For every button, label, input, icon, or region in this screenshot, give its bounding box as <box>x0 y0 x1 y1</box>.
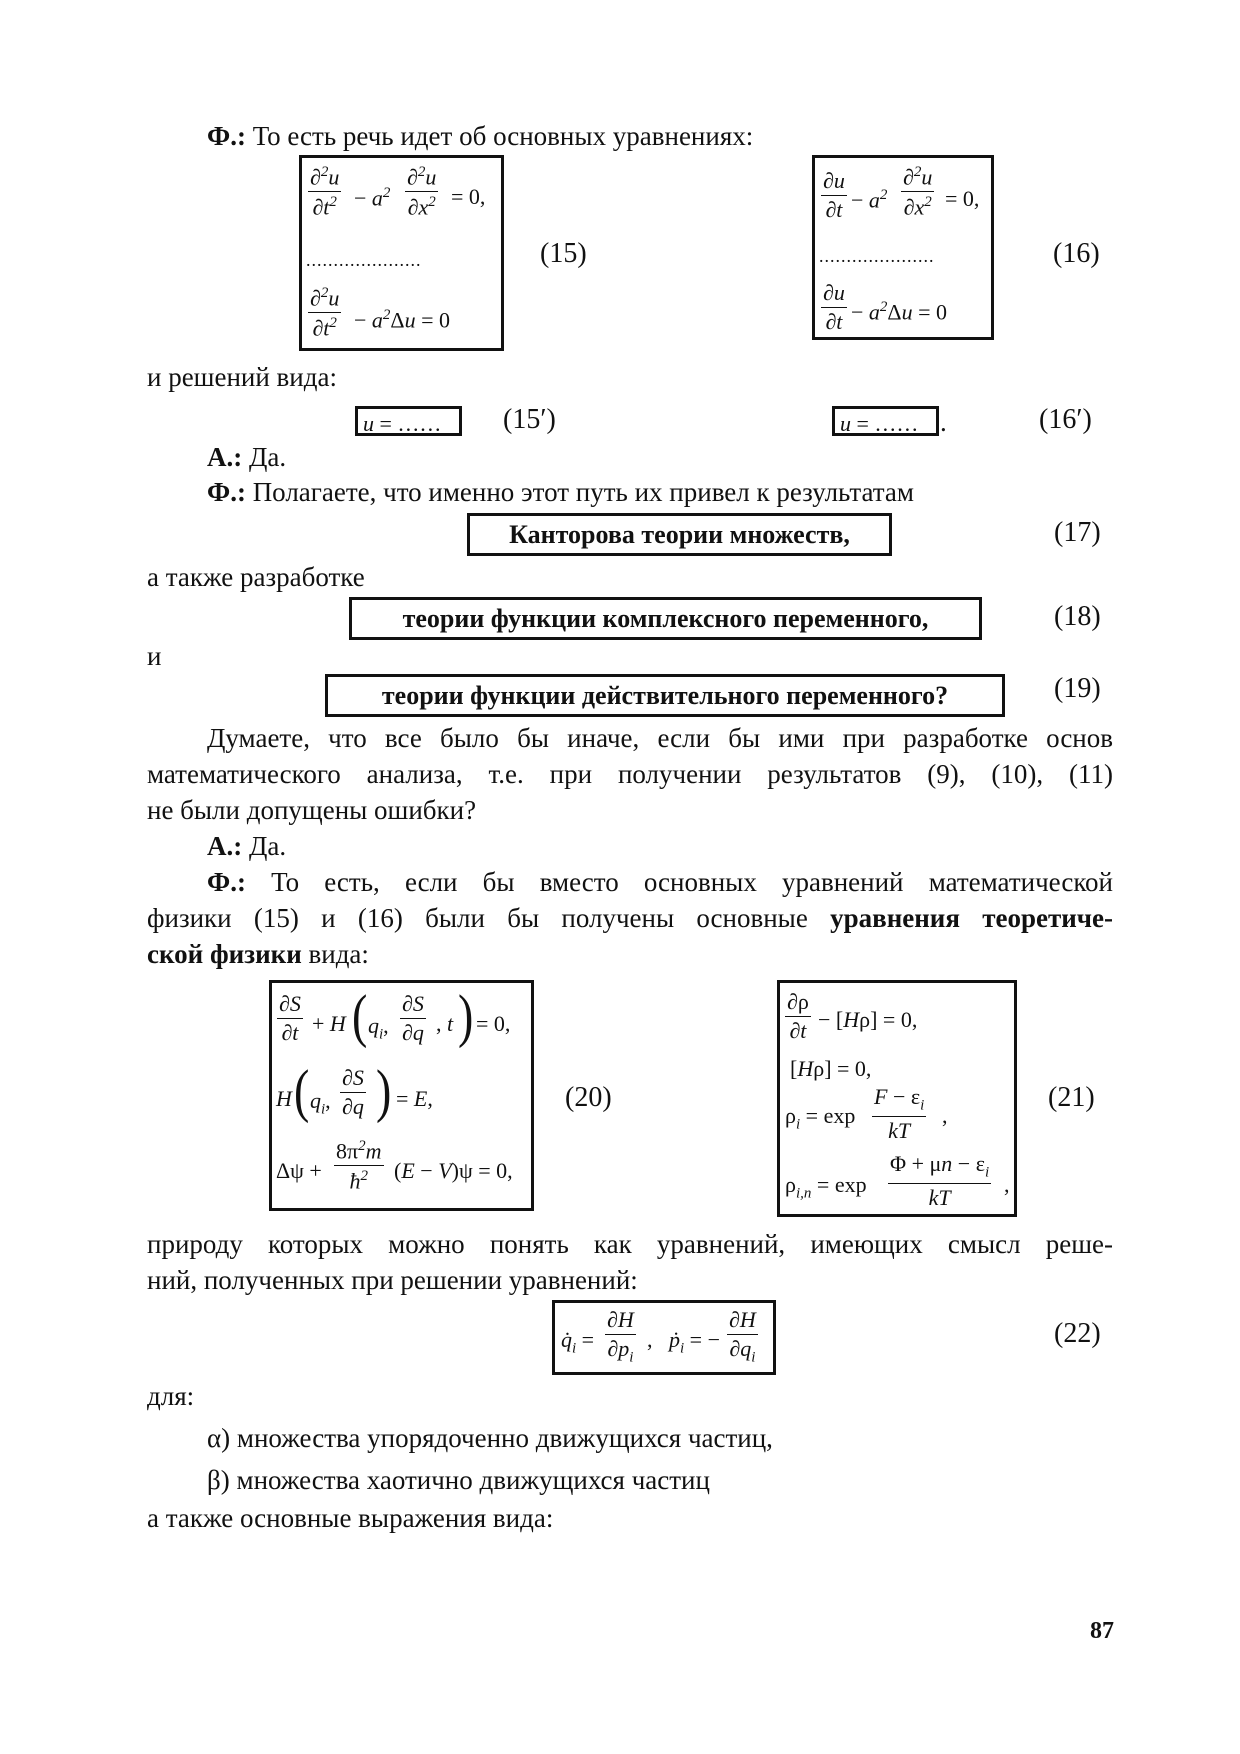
speaker-label: Ф.: <box>207 867 246 897</box>
paragraph-line <box>147 936 369 972</box>
equation-box-20: $\frac{\partial S}{\partial t}$ + H ( $q_i$, $\frac{\partial S}{\partial q}$ , t ) = 0, H ( $q_i$, $\frac{\partial S}{\partial q}$ ) = E, Δψ + $\frac{8\pi^2m}{ħ^2}$ (E − V)ψ = 0, <box>269 980 534 1211</box>
highlight-box-17: Канторова теории множеств, <box>467 513 892 556</box>
speaker-label: А.: <box>207 442 243 472</box>
line-text-bold: ской физики <box>147 939 302 969</box>
speaker-label: А.: <box>207 831 243 861</box>
line-text: То есть, если бы вместо основных уравнений математической <box>271 867 1114 897</box>
equation-number: (16) <box>1053 238 1100 269</box>
speaker-label: Ф.: <box>207 121 246 151</box>
line-text: Да. <box>249 831 287 861</box>
text-line: и <box>147 641 162 671</box>
list-item: α) множества упорядоченно движущихся частиц, <box>207 1423 773 1453</box>
text-line <box>207 828 286 864</box>
equation-box-21: $\frac{\partial\rho}{\partial t}$ − [Hρ] = 0, [Hρ] = 0, $\rho_i = \exp$ $\frac{F - \varepsilon_i}{kT}$ , $\rho_{i,n} = \exp$ $\frac{\Phi + \mu n - \varepsilon_i}{kT}$ , <box>777 980 1017 1217</box>
highlight-box-19: теории функции действительного переменного? <box>325 674 1005 717</box>
paragraph-line: природу которых можно понять как уравнений, имеющих смысл реше- <box>147 1229 1113 1259</box>
highlight-box-18: теории функции комплексного переменного, <box>349 597 982 640</box>
paragraph-line: ний, полученных при решении уравнений: <box>147 1265 638 1295</box>
line-text: вида: <box>308 939 369 969</box>
equation-box-16: $\frac{\partial u}{\partial t}$ − $a^2$ $\frac{\partial^2u}{\partial x^2}$ = 0, ..................... $\frac{\partial u}{\partial t}$ − $a^2\Delta u = 0$ <box>812 155 994 340</box>
solution-box-15prime: u = …… <box>355 406 462 436</box>
period: . <box>940 407 947 437</box>
equation-number: (18) <box>1054 601 1101 632</box>
line-text-bold: уравнения теоретиче- <box>830 903 1113 933</box>
equation-number: (15′) <box>503 404 556 435</box>
paragraph-line <box>147 900 1113 936</box>
equation-number: (17) <box>1054 517 1101 548</box>
paragraph-line: Думаете, что все было бы иначе, если бы ими при разработке основ <box>207 723 1113 753</box>
line-text: Да. <box>249 442 287 472</box>
text-line <box>207 118 753 154</box>
equation-box-22: $q̇_i$ = $\frac{\partial H}{\partial p_i}$ , ṗ$_i$ = − $\frac{\partial H}{\partial q_i}$ <box>552 1300 776 1375</box>
text-line <box>207 439 286 475</box>
equation-box-15: $\frac{\partial^2u}{\partial t^2}$ − $a^2$ $\frac{\partial^2u}{\partial x^2}$ = 0, ..................... $\frac{\partial^2u}{\partial t^2}$ − $a^2\Delta u = 0$ <box>299 155 504 351</box>
list-item: β) множества хаотично движущихся частиц <box>207 1465 710 1495</box>
text-line: а также разработке <box>147 562 365 592</box>
page-number: 87 <box>1090 1618 1114 1644</box>
text-line: а также основные выражения вида: <box>147 1503 554 1533</box>
line-text: То есть речь идет об основных уравнениях: <box>252 121 754 151</box>
equation-number: (19) <box>1054 673 1101 704</box>
line-text: физики (15) и (16) были бы получены основные <box>147 903 808 933</box>
speaker-label: Ф.: <box>207 477 246 507</box>
line-text: Полагаете, что именно этот путь их привел к результатам <box>252 477 914 507</box>
equation-number: (21) <box>1048 1082 1095 1113</box>
text-line: для: <box>147 1381 195 1411</box>
paragraph-line: не были допущены ошибки? <box>147 795 477 825</box>
paragraph-line: математического анализа, т.е. при получении результатов (9), (10), (11) <box>147 759 1113 789</box>
equation-number: (20) <box>565 1082 612 1113</box>
paragraph-line <box>207 864 1113 900</box>
equation-number: (16′) <box>1039 404 1092 435</box>
solution-box-16prime: u = …… <box>832 406 939 436</box>
equation-number: (15) <box>540 238 587 269</box>
text-line: и решений вида: <box>147 362 337 392</box>
equation-number: (22) <box>1054 1318 1101 1349</box>
text-line <box>207 474 914 510</box>
